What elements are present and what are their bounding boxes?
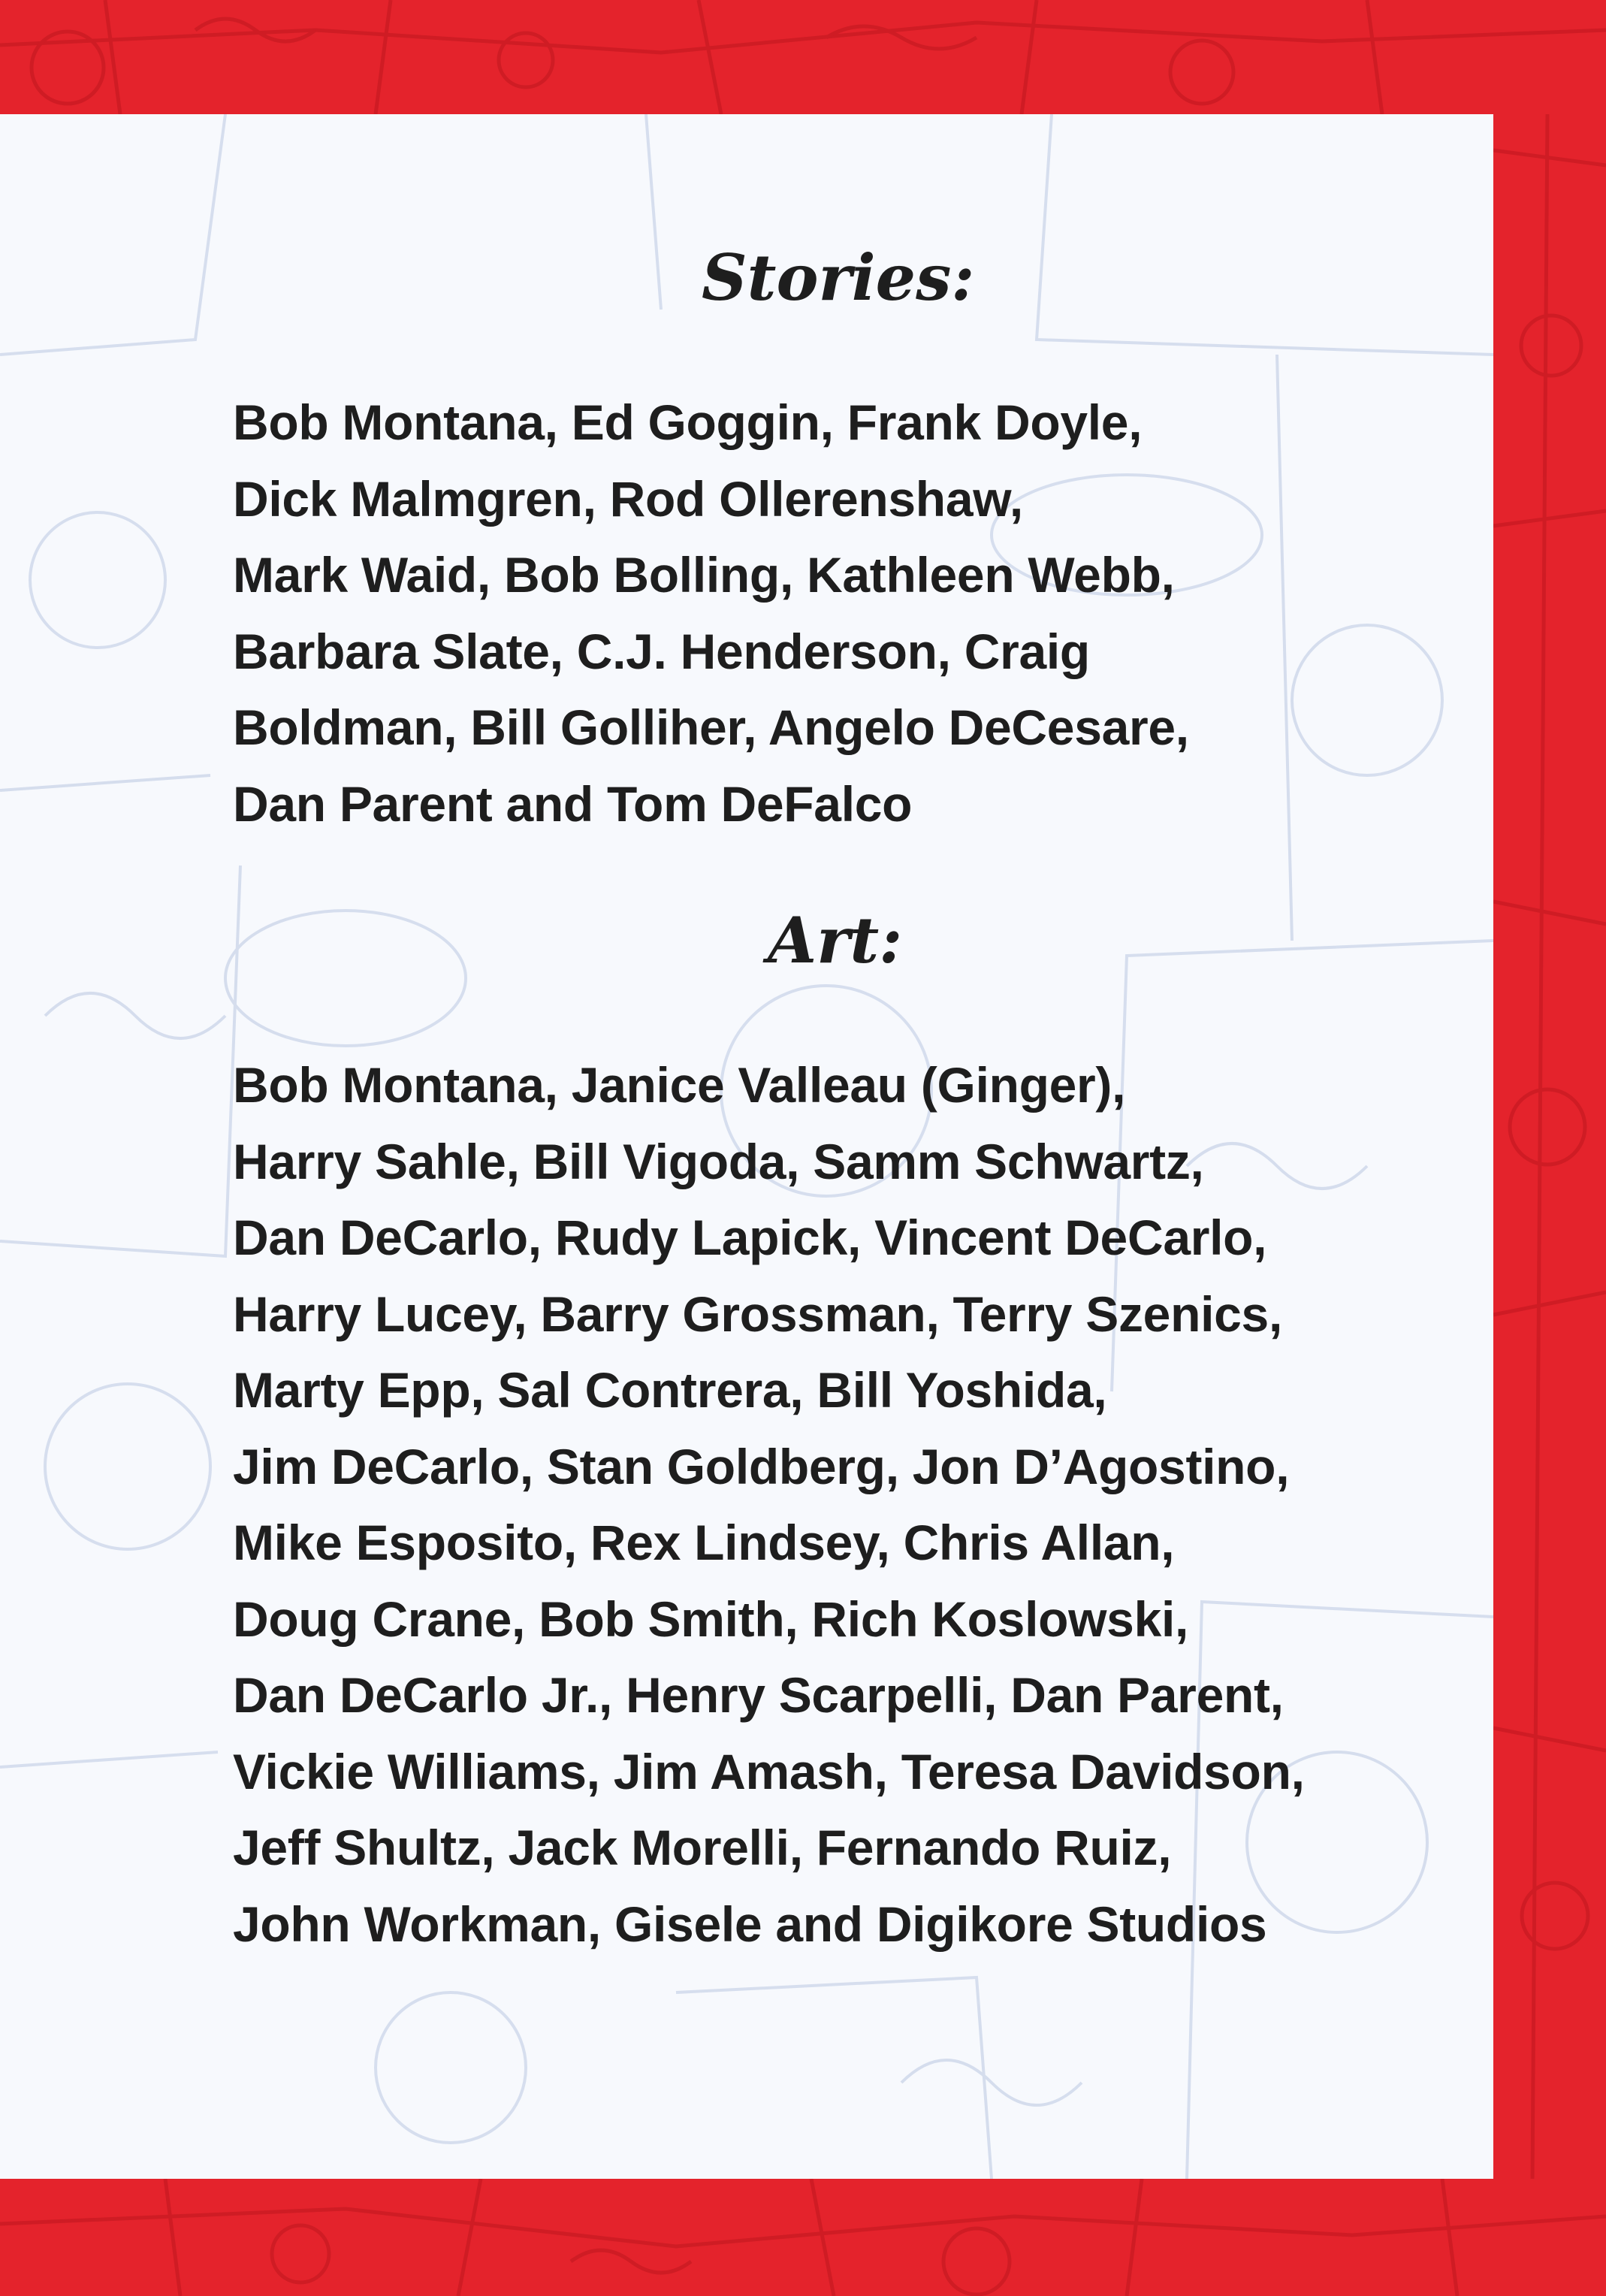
art-credit-line: Doug Crane, Bob Smith, Rich Koslowski, <box>233 1591 1189 1647</box>
art-credit-line: Dan DeCarlo Jr., Henry Scarpelli, Dan Parent, <box>233 1667 1284 1723</box>
art-credit-line: Jeff Shultz, Jack Morelli, Fernando Ruiz, <box>233 1820 1172 1875</box>
art-credit-line: Jim DeCarlo, Stan Goldberg, Jon D’Agostino, <box>233 1438 1290 1494</box>
stories-credit-line: Dan Parent and Tom DeFalco <box>233 775 913 832</box>
credits-panel <box>0 114 1493 2179</box>
art-credit-line: Harry Lucey, Barry Grossman, Terry Szenics, <box>233 1285 1282 1342</box>
art-credit-line: Mike Esposito, Rex Lindsey, Chris Allan, <box>233 1515 1175 1570</box>
stories-credit-line: Bob Montana, Ed Goggin, Frank Doyle, <box>233 394 1143 450</box>
art-credit-line: Marty Epp, Sal Contrera, Bill Yoshida, <box>233 1362 1107 1418</box>
art-credit-line: Vickie Williams, Jim Amash, Teresa Davidson, <box>233 1743 1305 1799</box>
art-credit-line: Harry Sahle, Bill Vigoda, Samm Schwartz, <box>233 1133 1204 1189</box>
stories-credit-line: Mark Waid, Bob Bolling, Kathleen Webb, <box>233 547 1175 603</box>
stories-heading: Stories: <box>702 240 975 315</box>
stories-credit-line: Dick Malmgren, Rod Ollerenshaw, <box>233 470 1023 527</box>
art-heading: Art: <box>768 903 903 977</box>
stories-credit-line: Barbara Slate, C.J. Henderson, Craig <box>233 623 1090 679</box>
art-credits-list <box>233 1047 1305 1962</box>
art-credit-line: Bob Montana, Janice Valleau (Ginger), <box>233 1057 1126 1113</box>
stories-credit-line: Boldman, Bill Golliher, Angelo DeCesare, <box>233 699 1189 755</box>
stories-credits-list <box>233 385 1189 842</box>
art-credit-line: John Workman, Gisele and Digikore Studios <box>233 1896 1267 1952</box>
art-credit-line: Dan DeCarlo, Rudy Lapick, Vincent DeCarlo, <box>233 1210 1267 1265</box>
